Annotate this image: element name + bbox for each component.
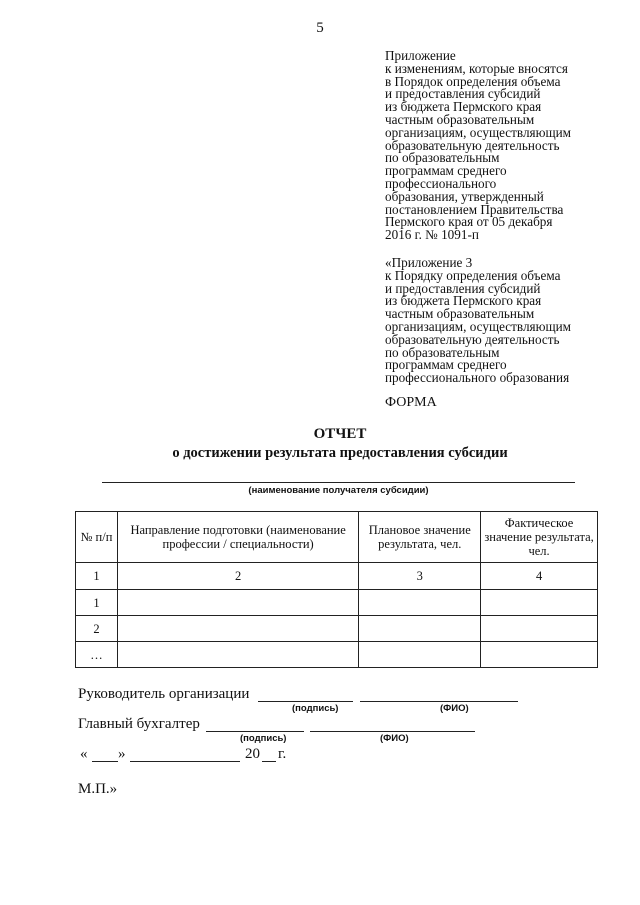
appendix-line: по образовательным: [385, 150, 500, 166]
column-number: 2: [117, 563, 358, 590]
accountant-signature-line[interactable]: [206, 731, 304, 732]
planned-cell[interactable]: [359, 616, 481, 642]
appendix-line: и предоставления субсидий: [385, 86, 541, 102]
appendix-line: из бюджета Пермского края: [385, 99, 542, 115]
direction-cell[interactable]: [117, 590, 358, 616]
appendix3-line: образовательную деятельность: [385, 331, 560, 347]
date-day-line[interactable]: [92, 761, 118, 762]
head-signature-caption: (подпись): [292, 703, 339, 714]
planned-cell[interactable]: [359, 642, 481, 668]
table-row: [76, 616, 598, 642]
report-subtitle: о достижении результата предоставления субсидии: [172, 445, 508, 461]
recipient-name-line[interactable]: [102, 482, 575, 483]
head-name-caption: (ФИО): [440, 703, 469, 714]
header-planned-text: Плановое значение результата, чел.: [368, 523, 471, 551]
appendix-block: [385, 50, 625, 242]
head-label: Руководитель организации: [78, 686, 250, 702]
row-number: …: [76, 642, 118, 668]
actual-cell[interactable]: [481, 642, 598, 668]
appendix3-line: к Порядку определения объема: [385, 267, 561, 283]
column-number: 4: [481, 563, 598, 590]
appendix3-line: организациям, осуществляющим: [385, 318, 572, 334]
appendix-line: профессионального: [385, 175, 497, 191]
accountant-name-line[interactable]: [310, 731, 475, 732]
planned-cell[interactable]: [359, 590, 481, 616]
date-open-quote: «: [80, 746, 88, 762]
head-name-line[interactable]: [360, 701, 518, 702]
header-direction-text: Направление подготовки (наименование профессии / специальности): [130, 523, 346, 551]
appendix-line: Пермского края от 05 декабря: [385, 214, 553, 230]
table-row: [76, 642, 598, 668]
appendix-line: к изменениям, которые вносятся: [385, 60, 568, 76]
appendix3-line: «Приложение 3: [385, 255, 473, 270]
date-year-suffix: г.: [278, 746, 287, 762]
appendix3-line: по образовательным: [385, 344, 500, 360]
row-number: 2: [76, 616, 118, 642]
appendix3-line: профессионального образования: [385, 370, 570, 386]
appendix-line: Приложение: [385, 48, 456, 63]
appendix-line: образовательную деятельность: [385, 137, 560, 153]
appendix-line: образования, утвержденный: [385, 188, 544, 204]
results-table: [75, 511, 598, 668]
header-actual: [481, 512, 598, 563]
table-row: [76, 590, 598, 616]
appendix3-line: и предоставления субсидий: [385, 280, 541, 296]
accountant-signature-caption: (подпись): [240, 733, 287, 744]
accountant-label: Главный бухгалтер: [78, 716, 200, 732]
appendix-line: в Порядок определения объема: [385, 73, 561, 89]
appendix-line: частным образовательным: [385, 111, 535, 127]
page-number: 5: [316, 20, 324, 36]
actual-cell[interactable]: [481, 616, 598, 642]
date-year-line[interactable]: [262, 761, 276, 762]
date-month-line[interactable]: [130, 761, 240, 762]
appendix3-line: из бюджета Пермского края: [385, 293, 542, 309]
date-close-quote: »: [118, 746, 126, 762]
header-planned: [359, 512, 481, 563]
direction-cell[interactable]: [117, 642, 358, 668]
form-label: ФОРМА: [385, 395, 437, 410]
accountant-name-caption: (ФИО): [380, 733, 409, 744]
header-number: [76, 512, 118, 563]
row-number: 1: [76, 590, 118, 616]
actual-cell[interactable]: [481, 590, 598, 616]
appendix3-line: программам среднего: [385, 357, 507, 373]
head-signature-line[interactable]: [258, 701, 353, 702]
appendix-line: 2016 г. № 1091-п: [385, 227, 479, 243]
column-number: 1: [76, 563, 118, 590]
appendix-line: постановлением Правительства: [385, 201, 564, 217]
appendix3-block: [385, 257, 625, 385]
header-direction: [117, 512, 358, 563]
recipient-caption: (наименование получателя субсидии): [248, 485, 429, 496]
header-number-text: № п/п: [80, 530, 113, 544]
header-actual-text: Фактическое значение результата, чел.: [484, 516, 594, 558]
appendix-line: программам среднего: [385, 163, 507, 179]
report-title: ОТЧЕТ: [313, 426, 367, 442]
stamp-label: М.П.»: [78, 781, 118, 797]
table-header-row: [76, 512, 598, 563]
column-number-row: [76, 563, 598, 590]
direction-cell[interactable]: [117, 616, 358, 642]
date-year-prefix: 20: [245, 746, 260, 762]
appendix-line: организациям, осуществляющим: [385, 124, 572, 140]
column-number: 3: [359, 563, 481, 590]
appendix3-line: частным образовательным: [385, 306, 535, 322]
